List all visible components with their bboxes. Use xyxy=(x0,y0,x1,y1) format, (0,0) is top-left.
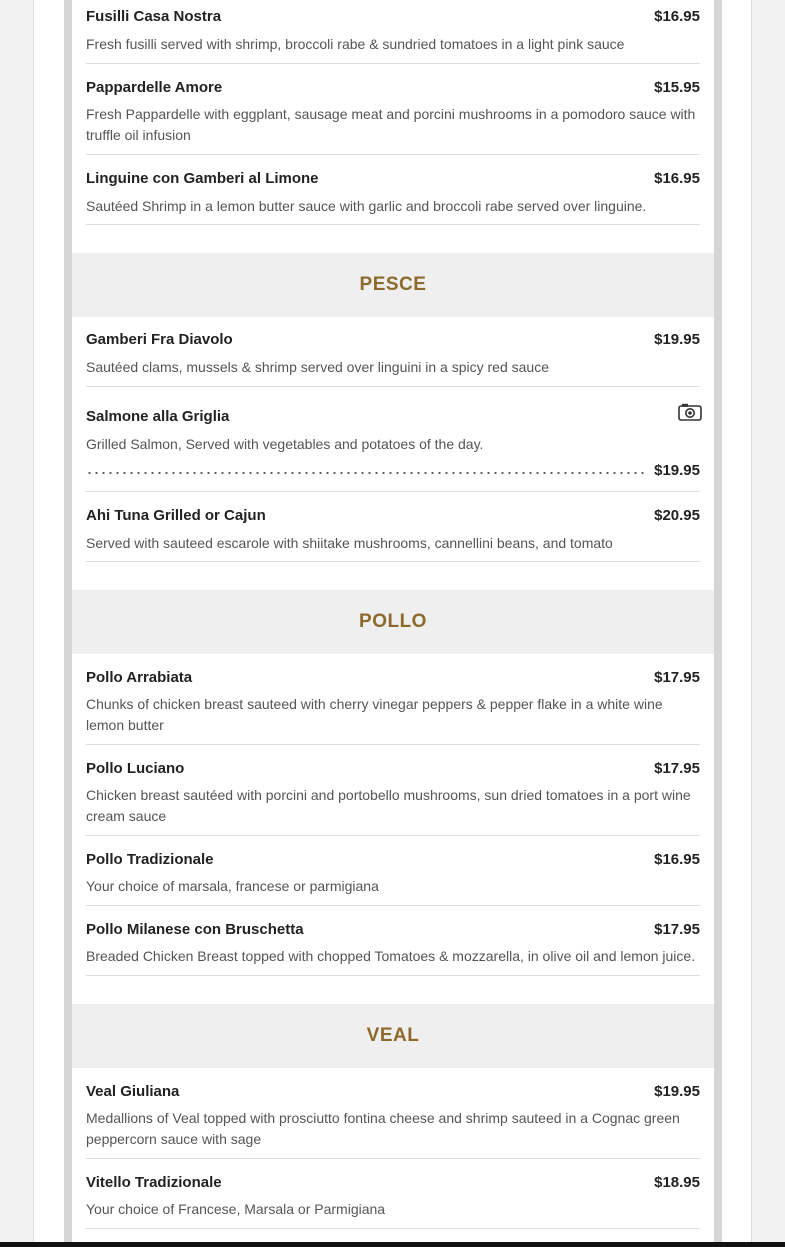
item-description: Breaded Chicken Breast topped with chopped Tomatoes & mozzarella, in olive oil and lemon juice. xyxy=(86,948,696,964)
item-name: Pappardelle Amore xyxy=(86,79,223,96)
item-name: Gamberi Fra Diavolo xyxy=(86,331,233,348)
category-title: PESCE xyxy=(359,274,427,295)
menu-item[interactable] xyxy=(86,492,700,562)
item-name: Salmone alla Griglia xyxy=(86,408,230,425)
menu-item[interactable] xyxy=(86,64,700,155)
item-description: Fresh Pappardelle with eggplant, sausage meat and porcini mushrooms in a pomodoro sauce with truffle oil infusion xyxy=(86,106,696,143)
item-price: $19.95 xyxy=(654,1083,700,1100)
item-description: Sautéed clams, mussels & shrimp served over linguini in a spicy red sauce xyxy=(86,359,549,375)
item-name: Veal Giuliana xyxy=(86,1083,180,1100)
menu-item[interactable] xyxy=(86,906,700,976)
item-name: Pollo Milanese con Bruschetta xyxy=(86,921,304,938)
item-price: $16.95 xyxy=(654,851,700,868)
dot-leader xyxy=(86,471,648,475)
item-description: Served with sauteed escarole with shiitake mushrooms, cannellini beans, and tomato xyxy=(86,535,613,551)
item-price: $20.95 xyxy=(654,507,700,524)
menu-item[interactable] xyxy=(86,654,700,745)
menu-item[interactable] xyxy=(86,387,700,492)
camera-icon[interactable] xyxy=(678,403,702,421)
item-description: Fresh fusilli served with shrimp, broccoli rabe & sundried tomatoes in a light pink sauce xyxy=(86,36,625,52)
item-price: $15.95 xyxy=(654,79,700,96)
menu-item[interactable] xyxy=(86,745,700,836)
category-title: POLLO xyxy=(359,611,427,632)
item-name: Fusilli Casa Nostra xyxy=(86,8,222,25)
menu-item[interactable] xyxy=(86,155,700,225)
item-name: Pollo Luciano xyxy=(86,760,185,777)
menu-item[interactable] xyxy=(86,0,700,64)
item-name: Linguine con Gamberi al Limone xyxy=(86,170,319,187)
item-name: Ahi Tuna Grilled or Cajun xyxy=(86,507,266,524)
item-description: Your choice of Francese, Marsala or Parmigiana xyxy=(86,1201,386,1217)
item-name: Vitello Tradizionale xyxy=(86,1174,222,1191)
category-header-pollo xyxy=(72,590,714,654)
veal-section xyxy=(72,1068,714,1229)
pasta-section xyxy=(72,0,714,225)
item-price: $17.95 xyxy=(654,921,700,938)
item-price: $16.95 xyxy=(654,170,700,187)
menu-panel xyxy=(72,0,714,1247)
category-header-veal xyxy=(72,1004,714,1068)
menu-item[interactable] xyxy=(86,836,700,906)
item-price: $16.95 xyxy=(654,8,700,25)
item-description: Grilled Salmon, Served with vegetables and potatoes of the day. xyxy=(86,436,484,452)
menu-column xyxy=(64,0,722,1247)
item-price: $17.95 xyxy=(654,669,700,686)
category-header-pesce xyxy=(72,253,714,317)
item-description: Chicken breast sautéed with porcini and portobello mushrooms, sun dried tomatoes in a port wine cream sauce xyxy=(86,787,691,824)
item-price: $19.95 xyxy=(654,331,700,348)
item-description: Your choice of marsala, francese or parmigiana xyxy=(86,878,379,894)
menu-item[interactable] xyxy=(86,1159,700,1229)
item-description: Chunks of chicken breast sauteed with cherry vinegar peppers & pepper flake in a white wine lemon butter xyxy=(86,696,663,733)
pesce-section xyxy=(72,317,714,562)
menu-item[interactable] xyxy=(86,317,700,387)
item-name: Pollo Arrabiata xyxy=(86,669,193,686)
item-description: Sautéed Shrimp in a lemon butter sauce with garlic and broccoli rabe served over linguine. xyxy=(86,198,647,214)
item-price: $19.95 xyxy=(654,462,700,479)
item-price: $18.95 xyxy=(654,1174,700,1191)
item-description: Medallions of Veal topped with prosciutto fontina cheese and shrimp sauteed in a Cognac green peppercorn sauce with sage xyxy=(86,1110,680,1147)
pollo-section xyxy=(72,654,714,976)
item-name: Pollo Tradizionale xyxy=(86,851,214,868)
item-price: $17.95 xyxy=(654,760,700,777)
bottom-bar xyxy=(0,1242,785,1247)
menu-item[interactable] xyxy=(86,1068,700,1159)
category-title: VEAL xyxy=(366,1025,420,1046)
